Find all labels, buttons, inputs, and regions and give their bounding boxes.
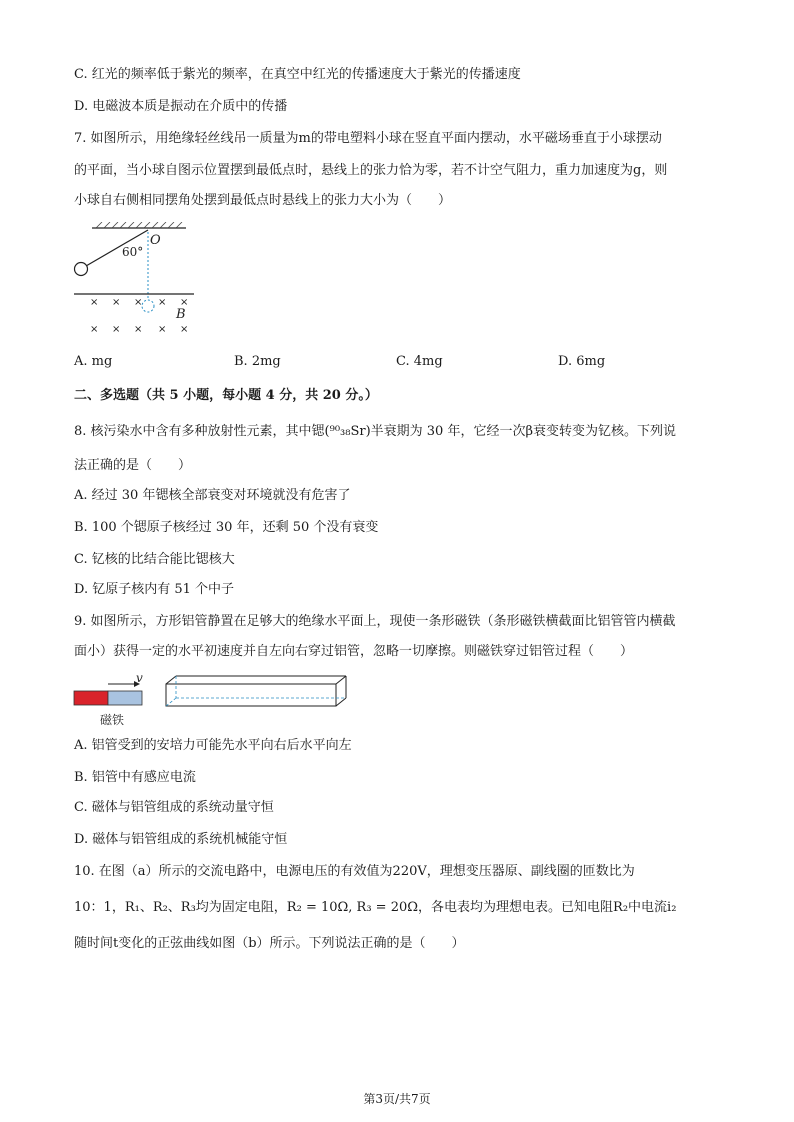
q7-stem-line1: 7. 如图所示，用绝缘轻丝线吊一质量为m的带电塑料小球在竖直平面内摆动，水平磁场垂直于小球摆动 [74,131,662,146]
q10-stem-line3: 随时间t变化的正弦曲线如图（b）所示。下列说法正确的是（ ） [74,936,465,951]
q9-stem-line2: 面小）获得一定的水平初速度并自左向右穿过铝管，忽略一切摩擦。则磁铁穿过铝管过程（ ） [74,644,634,659]
q8-option-c[interactable]: C. 钇核的比结合能比锶核大 [74,552,235,567]
svg-text:×: × [112,297,121,308]
aluminum-tube [166,676,346,706]
magnet-tube-figure [70,672,360,730]
lowest-position-circle [142,300,154,312]
svg-text:×: × [90,324,99,335]
q6-option-d: D. 电磁波本质是振动在介质中的传播 [74,99,288,114]
q9-option-d[interactable]: D. 磁体与铝管组成的系统机械能守恒 [74,832,288,847]
q9-option-c[interactable]: C. 磁体与铝管组成的系统动量守恒 [74,800,274,815]
svg-text:×: × [158,324,167,335]
svg-text:×: × [90,297,99,308]
svg-text:×: × [134,297,143,308]
page-number: 第3页/共7页 [363,1092,431,1106]
magnet-red-half [74,691,108,705]
q7-choice-c[interactable]: C. 4mg [396,354,443,369]
svg-text:×: × [158,297,167,308]
q7-stem-line3: 小球自右侧相同摆角处摆到最低点时悬线上的张力大小为（ ） [74,193,452,208]
point-o-label: O [150,233,161,248]
q7-choice-d[interactable]: D. 6mg [558,354,606,369]
q8-option-b[interactable]: B. 100 个锶原子核经过 30 年，还剩 50 个没有衰变 [74,520,379,535]
magnet-label: 磁铁 [100,713,125,727]
q8-option-d[interactable]: D. 钇原子核内有 51 个中子 [74,582,235,597]
q8-option-a[interactable]: A. 经过 30 年锶核全部衰变对环境就没有危害了 [74,488,351,503]
q8-stem-line1: 8. 核污染水中含有多种放射性元素，其中锶(⁹⁰₃₈Sr)半衰期为 30 年，它经一次β衰变转变为钇核。下列说 [74,424,676,439]
magnet-blue-half [108,691,142,705]
velocity-label: v [136,672,143,685]
q7-choice-a[interactable]: A. mg [74,354,113,369]
angle-label: 60° [122,245,144,259]
q9-option-a[interactable]: A. 铝管受到的安培力可能先水平向右后水平向左 [74,738,352,753]
svg-text:×: × [180,297,189,308]
q9-stem-line1: 9. 如图所示，方形铝管静置在足够大的绝缘水平面上，现使一条形磁铁（条形磁铁横截面比铝管管内横截 [74,614,676,629]
q7-choice-b[interactable]: B. 2mg [234,354,281,369]
svg-text:×: × [180,324,189,335]
q10-stem-line2: 10：1，R₁、R₂、R₃均为固定电阻，R₂ = 10Ω, R₃ = 20Ω，各电表均为理想电表。已知电阻R₂中电流i₂ [74,900,677,915]
section-heading: 二、多选题（共 5 小题，每小题 4 分，共 20 分。） [74,388,378,403]
pendulum-figure [66,222,206,337]
q10-stem-line1: 10. 在图（a）所示的交流电路中，电源电压的有效值为220V，理想变压器原、副线圈的匝数比为 [74,864,635,879]
q7-stem-line2: 的平面，当小球自图示位置摆到最低点时，悬线上的张力恰为零，若不计空气阻力，重力加速度为g，则 [74,163,668,178]
pendulum-ball [75,263,88,276]
field-b-label: B [176,307,186,322]
q8-stem-line2: 法正确的是（ ） [74,458,192,473]
svg-text:×: × [112,324,121,335]
q9-option-b[interactable]: B. 铝管中有感应电流 [74,770,196,785]
svg-text:×: × [134,324,143,335]
q6-option-c: C. 红光的频率低于紫光的频率，在真空中红光的传播速度大于紫光的传播速度 [74,67,521,82]
